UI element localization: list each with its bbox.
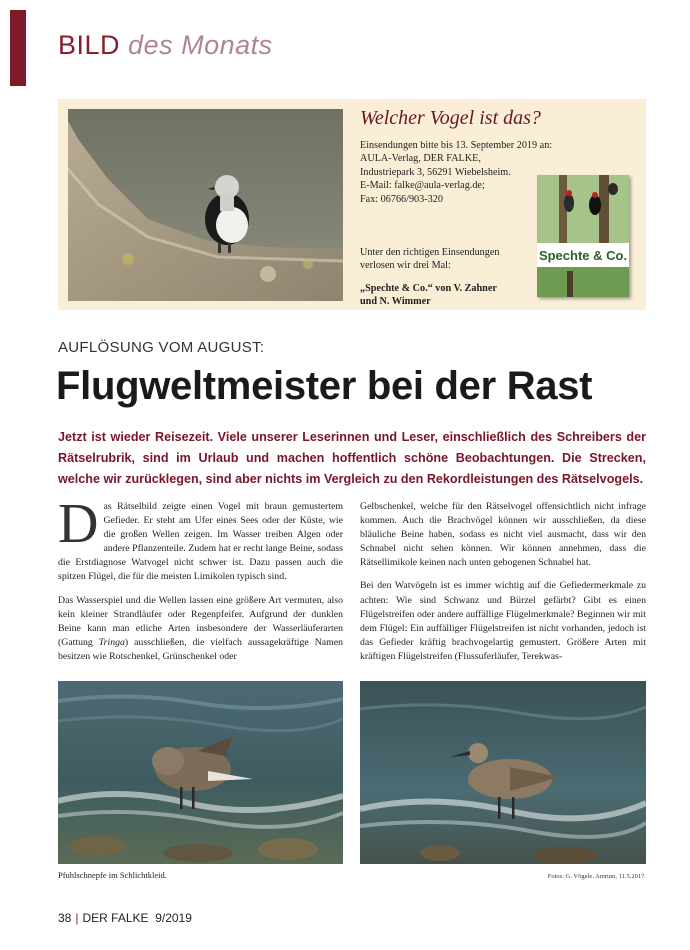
paragraph-text: Das Wasserspiel und die Wellen lassen eine größere Art vermuten, also kein kleiner Strandläufer oder Regenpfeifer. Aufgrund der dunklen Beine kann man etliche Arten insbesondere der Wasserläuferarten (Gattung <box>58 594 343 648</box>
article-lead: Jetzt ist wieder Reisezeit. Viele unserer Leserinnen und Leser, einschließlich des Schreibers der Rätselrubrik, sind im Urlaub und machen hoffentlich schöne Beobachtungen. Die Strecken, welche wir zurücklegen, sind aber nichts im Vergleich zu den Rekordleistungen des Rätselvogels. <box>58 430 646 486</box>
quiz-info-line: E-Mail: falke@aula-verlag.de; <box>360 180 485 192</box>
section-heading-italic: des Monats <box>128 30 273 60</box>
quiz-photo-wheatear <box>68 109 343 301</box>
book-cover-image <box>537 175 629 297</box>
photo-godwit-preening <box>58 681 343 864</box>
quiz-prize-text <box>360 246 540 309</box>
photo-godwit-wading <box>360 681 646 864</box>
section-heading-word: BILD <box>58 30 121 60</box>
article-kicker: AUFLÖSUNG VOM AUGUST: <box>58 339 265 356</box>
genus-name: Tringa <box>98 636 125 648</box>
quiz-info-line: Industriepark 3, 56291 Wiebelsheim. <box>360 166 511 178</box>
article-paragraph <box>58 493 343 585</box>
section-heading <box>58 30 273 61</box>
article-headline: Flugweltmeister bei der Rast <box>56 364 593 408</box>
quiz-prize-line: Unter den richtigen Einsendungen <box>360 247 500 258</box>
quiz-prize-book: „Spechte & Co.“ von V. Zahner <box>360 282 497 294</box>
quiz-info-line: Einsendungen bitte bis 13. September 2019 an: <box>360 140 553 151</box>
quiz-info-line: Fax: 06766/903-320 <box>360 193 443 205</box>
quiz-submission-info <box>360 139 553 206</box>
footer-separator: | <box>75 911 79 925</box>
quiz-info-line: AULA-Verlag, DER FALKE, <box>360 153 481 165</box>
article-paragraph <box>58 594 343 664</box>
page-footer <box>58 911 192 925</box>
photo-caption: Pfuhlschnepfe im Schlichtkleid. <box>58 870 167 880</box>
quiz-prize-line: verlosen wir drei Mal: <box>360 260 451 272</box>
photo-credit: Fotos: G. Vögele. Amrum, 11.5.2017. <box>547 873 646 880</box>
article-column-right <box>360 500 646 673</box>
quiz-prize-book: und N. Wimmer <box>360 296 431 308</box>
book-cover-title: Spechte & Co. <box>538 248 628 263</box>
article-paragraph: Bei den Watvögeln ist es immer wichtig auf die Gefiedermerkmale zu achten: Wie sind Schwanz und Bürzel gefärbt? Gibt es einen Flügelstreifen oder andere auffällige Flügelmerkmale? Beginnen wir mit dem Flügel: Ein auffälliger Flügelstreifen ist nicht vorhanden, jedoch ist das Gefieder kräftig brachvogelartig gemustert. Größere Arten mit kräftigen Flügelstreifen (Flussuferläufer, Terekwas- <box>360 580 646 662</box>
article-column-left <box>58 493 343 673</box>
magazine-name: DER FALKE <box>82 911 149 925</box>
article-paragraph: Gelbschenkel, welche für den Rätselvogel offensichtlich nicht infrage kommen. Auch die Brachvögel können wir ausschließen, da diese bläuliche Beine haben, sodass es nicht viel ausmacht, dass wir den Schnabel nicht sehen können. Wir können annehmen, dass die Rätsellimikole keinen nach unten gebogenen Schnabel hat. <box>360 501 646 569</box>
issue-number: 9/2019 <box>155 911 192 925</box>
paragraph-text: as Rätselbild zeigte einen Vogel mit braun gemustertem Gefieder. Er steht am Ufer eines Sees oder der Küste, wie die großen Wellen zeigen. Im Wasser treiben Algen oder andere Pflanzenteile. Zudem hat er recht lange Beine, sodass die Erstdiagnose Watvogel nicht schwer ist. Dazu passen auch die spitzen Flügel, die für die meisten Limikolen typisch sind. <box>58 501 343 583</box>
page-number: 38 <box>58 911 72 925</box>
paragraph-text: ) ausschließen, die vielfach aussagekräftige Namen besitzen wie Rotschenkel, Grünschenkel oder <box>58 636 343 662</box>
section-color-bar <box>10 10 26 86</box>
drop-cap: D <box>58 493 99 555</box>
quiz-title: Welcher Vogel ist das? <box>360 107 541 129</box>
